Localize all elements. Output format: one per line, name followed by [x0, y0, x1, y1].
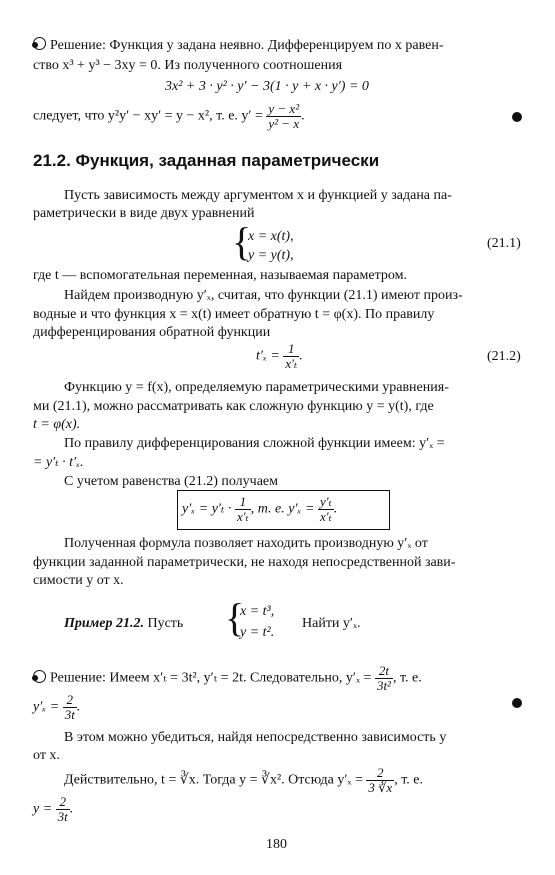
paragraph-11-pre: y = [33, 801, 53, 817]
solution-2-fraction-den: 3t² [376, 678, 391, 693]
solution-2-start-icon [33, 670, 46, 683]
paragraph-4-line-3: дифференцирования обратной функции [33, 325, 271, 340]
paragraph-11-post: . [69, 801, 74, 817]
boxed-formula-end: . [333, 501, 338, 517]
equation-21-2: t′ₓ = $\frac{1}{\text{x′ₜ}}$ . [256, 341, 303, 371]
paragraph-10-fraction-num: 2 [366, 766, 394, 781]
boxed-fraction-1-den: x′ₜ [236, 509, 249, 524]
boxed-fraction-1 [235, 495, 251, 524]
paragraph-11-num: 2 [56, 795, 70, 810]
example-text: Пусть [147, 616, 184, 631]
equation-number-21-1: (21.1) [487, 236, 521, 251]
paragraph-8-line-3: симости y от x. [33, 573, 124, 588]
system-eq-x: x = x(t), [248, 229, 294, 244]
solution-text-2: ство x³ + y³ − 3xy = 0. Из полученного соотношения [33, 58, 343, 73]
paragraph-5-line-3: t = φ(x). [33, 417, 81, 432]
paragraph-4-line-2: водные и что функция x = x(t) имеет обратную t = φ(x). По правилу [33, 307, 435, 322]
paragraph-2-line-2: раметрически в виде двух уравнений [33, 206, 255, 221]
solution-2-line-2-num: 2 [63, 693, 77, 708]
paragraph-7: С учетом равенства (21.2) получаем [64, 474, 278, 489]
solution-end-icon [512, 112, 522, 122]
equation-21-2-fraction [283, 342, 299, 371]
paragraph-6-line-2: = y′ₜ · t′ₓ. [33, 455, 84, 470]
paragraph-10-post: , т. е. [394, 772, 423, 788]
paragraph-3: где t — вспомогательная переменная, называемая параметром. [33, 268, 407, 283]
solution-text-3-pre: следует, что y²y′ − xy′ = y − x², т. е. y′ = [33, 108, 263, 124]
system-eq-y: y = y(t), [248, 248, 294, 263]
section-title: 21.2. Функция, заданная параметрически [33, 151, 380, 170]
solution-2-line-2-pre: y′ₓ = [33, 699, 60, 715]
paragraph-2-line-1: Пусть зависимость между аргументом x и функцией y задана па- [64, 188, 452, 203]
equation-number-21-2: (21.2) [487, 349, 521, 364]
paragraph-10-fraction-den: 3 ∛x [368, 780, 393, 795]
solution-text-3: следует, что y²y′ − xy′ = y − x², т. е. y′ = $\frac{\text{y − x²}}{\text{y² − x}}$ . [33, 101, 305, 131]
equation-21-2-num: 1 [283, 342, 299, 357]
solution-start-icon [33, 37, 46, 50]
boxed-fraction-2 [318, 495, 334, 524]
solution-2-line-2-fraction [63, 693, 77, 722]
solution-line-1 [33, 37, 444, 55]
paragraph-11-fraction [56, 795, 70, 824]
boxed-fraction-2-den: x′ₜ [319, 509, 332, 524]
example-heading [64, 615, 183, 633]
solution-2-fraction [375, 664, 393, 693]
paragraph-10-pre: Действительно, t = ∛x. Тогда y = ∛x². Отсюда y′ₓ = [64, 772, 363, 788]
example-eq-y: y = t². [240, 625, 275, 640]
solution-text-1: Функция y задана неявно. Дифференцируем по x равен- [109, 38, 444, 53]
solution-2-line-2: y′ₓ = $\frac{2}{3t}$ . [33, 692, 81, 722]
solution-2-label: Решение: [50, 670, 106, 686]
equation-21-2-lhs: t′ₓ = [256, 348, 280, 364]
solution-2-text: Имеем x′ₜ = 3t², y′ₜ = 2t. Следовательно, y′ₓ = [109, 670, 372, 686]
paragraph-8-line-2: функции заданной параметрически, не находя непосредственной зави- [33, 555, 456, 570]
paragraph-9-line-2: от x. [33, 748, 60, 763]
paragraph-9-line-1: В этом можно убедиться, найдя непосредственно зависимость y [64, 730, 447, 745]
system-brace: { [232, 219, 252, 264]
example-task: Найти y′ₓ. [302, 616, 361, 631]
paragraph-5-line-2: ми (21.1), можно рассматривать как сложную функцию y = y(t), где [33, 399, 434, 414]
example-label: Пример 21.2. [64, 616, 144, 631]
solution-2-end-icon [512, 698, 522, 708]
paragraph-10 [64, 766, 423, 795]
boxed-fraction-2-num: y′ₜ [319, 494, 332, 509]
equation-21-2-den: x′ₜ [285, 356, 298, 371]
boxed-fraction-1-num: 1 [235, 495, 251, 510]
page-number: 180 [266, 837, 287, 852]
paragraph-11 [33, 795, 73, 824]
paragraph-8-line-1: Полученная формула позволяет находить производную y′ₓ от [64, 536, 428, 551]
fraction-numerator: y − x² [268, 101, 300, 116]
fraction-result [266, 102, 301, 131]
boxed-formula-mid: , т. е. y′ₓ = [250, 501, 315, 517]
paragraph-6-line-1: По правилу дифференцирования сложной функции имеем: y′ₓ = [64, 436, 445, 451]
solution-2-line-1 [33, 664, 422, 693]
boxed-formula-lhs: y′ₓ = y′ₜ · [182, 501, 232, 517]
solution-2-post: , т. е. [392, 670, 422, 686]
paragraph-4-line-1: Найдем производную y′ₓ, считая, что функции (21.1) имеют произ- [64, 288, 463, 303]
fraction-denominator: y² − x [268, 116, 300, 131]
solution-2-fraction-num: 2t [375, 664, 393, 679]
boxed-formula [182, 495, 337, 524]
paragraph-10-fraction [366, 766, 394, 795]
solution-2-line-2-den: 3t [64, 707, 75, 722]
paragraph-11-den: 3t [57, 809, 68, 824]
example-system-brace: { [225, 595, 245, 640]
equation-derivative: 3x² + 3 · y² · y′ − 3(1 · y + x · y′) = 0 [165, 79, 369, 94]
solution-label: Решение: [50, 38, 106, 53]
paragraph-5-line-1: Функцию y = f(x), определяемую параметрическими уравнения- [64, 380, 449, 395]
example-eq-x: x = t³, [240, 604, 275, 619]
